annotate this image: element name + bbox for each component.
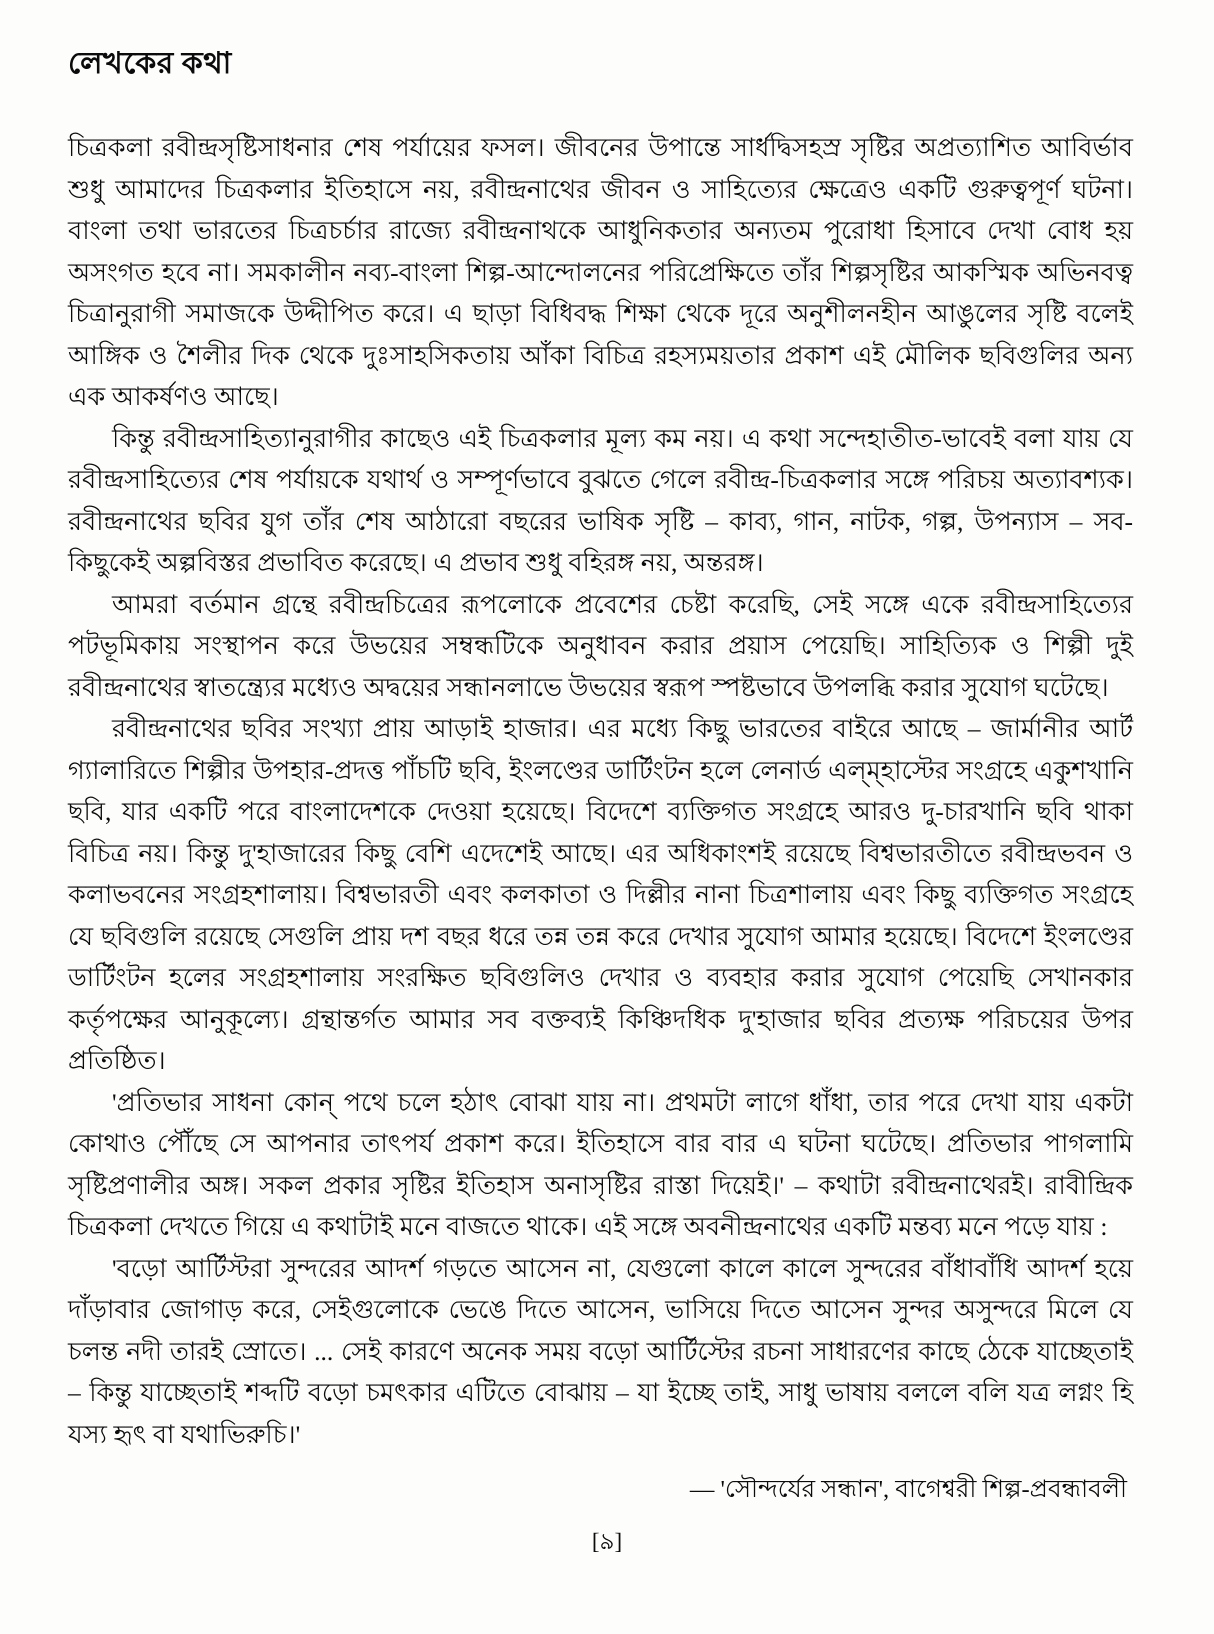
page-content: [68, 44, 1133, 1509]
paragraph-3: আমরা বর্তমান গ্রন্থে রবীন্দ্রচিত্রের রূপলোকে প্রবেশের চেষ্টা করেছি, সেই সঙ্গে একে রবীন্দ্রসাহিত্যের পটভূমিকায় সংস্থাপন করে উভয়ের সম্বন্ধটিকে অনুধাবন করার প্রয়াস পেয়েছি। সাহিত্যিক ও শিল্পী দুই রবীন্দ্রনাথের স্বাতন্ত্র্যের মধ্যেও অদ্বয়ের সন্ধানলাভে উভয়ের স্বরূপ স্পষ্টভাবে উপলব্ধি করার সুযোগ ঘটেছে।: [68, 589, 1133, 702]
paragraph-2: কিন্তু রবীন্দ্রসাহিত্যানুরাগীর কাছেও এই চিত্রকলার মূল্য কম নয়। এ কথা সন্দেহাতীত-ভাবেই বলা যায় যে রবীন্দ্রসাহিত্যের শেষ পর্যায়কে যথার্থ ও সম্পূর্ণভাবে বুঝতে গেলে রবীন্দ্র-চিত্রকলার সঙ্গে পরিচয় অত্যাবশ্যক। রবীন্দ্রনাথের ছবির যুগ তাঁর শেষ আঠারো বছরের ভাষিক সৃষ্টি – কাব্য, গান, নাটক, গল্প, উপন্যাস – সব-কিছুকেই অল্পবিস্তর প্রভাবিত করেছে। এ প্রভাব শুধু বহিরঙ্গ নয়, অন্তরঙ্গ।: [68, 423, 1133, 577]
paragraph-1: চিত্রকলা রবীন্দ্রসৃষ্টিসাধনার শেষ পর্যায়ের ফসল। জীবনের উপান্তে সার্ধদ্বিসহস্র সৃষ্টির অপ্রত্যাশিত আবির্ভাব শুধু আমাদের চিত্রকলার ইতিহাসে নয়, রবীন্দ্রনাথের জীবন ও সাহিত্যের ক্ষেত্রেও একটি গুরুত্বপূর্ণ ঘটনা। বাংলা তথা ভারতের চিত্রচর্চার রাজ্যে রবীন্দ্রনাথকে আধুনিকতার অন্যতম পুরোধা হিসাবে দেখা বোধ হয় অসংগত হবে না। সমকালীন নব্য-বাংলা শিল্প-আন্দোলনের পরিপ্রেক্ষিতে তাঁর শিল্পসৃষ্টির আকস্মিক অভিনবত্ব চিত্রানুরাগী সমাজকে উদ্দীপিত করে। এ ছাড়া বিধিবদ্ধ শিক্ষা থেকে দূরে অনুশীলনহীন আঙুলের সৃষ্টি বলেই আঙ্গিক ও শৈলীর দিক থেকে দুঃসাহসিকতায় আঁকা বিচিত্র রহস্যময়তার প্রকাশ এই মৌলিক ছবিগুলির অন্য এক আকর্ষণও আছে।: [68, 133, 1133, 411]
page-number: [৯]: [591, 1529, 623, 1554]
paragraph-4: রবীন্দ্রনাথের ছবির সংখ্যা প্রায় আড়াই হাজার। এর মধ্যে কিছু ভারতের বাইরে আছে – জার্মানীর আর্ট গ্যালারিতে শিল্পীর উপহার-প্রদত্ত পাঁচটি ছবি, ইংলণ্ডের ডার্টিংটন হলে লেনার্ড এল্‌ম্‌হাস্টের সংগ্রহে একুশখানি ছবি, যার একটি পরে বাংলাদেশকে দেওয়া হয়েছে। বিদেশে ব্যক্তিগত সংগ্রহে আরও দু-চারখানি ছবি থাকা বিচিত্র নয়। কিন্তু দু'হাজারের কিছু বেশি এদেশেই আছে। এর অধিকাংশই রয়েছে বিশ্বভারতীতে রবীন্দ্রভবন ও কলাভবনের সংগ্রহশালায়। বিশ্বভারতী এবং কলকাতা ও দিল্লীর নানা চিত্রশালায় এবং কিছু ব্যক্তিগত সংগ্রহে যে ছবিগুলি রয়েছে সেগুলি প্রায় দশ বছর ধরে তন্ন তন্ন করে দেখার সুযোগ আমার হয়েছে। বিদেশে ইংলণ্ডের ডার্টিংটন হলের সংগ্রহশালায় সংরক্ষিত ছবিগুলিও দেখার ও ব্যবহার করার সুযোগ পেয়েছি সেখানকার কর্তৃপক্ষের আনুকূল্যে। গ্রন্থান্তর্গত আমার সব বক্তব্যই কিঞ্চিদধিক দু'হাজার ছবির প্রত্যক্ষ পরিচয়ের উপর প্রতিষ্ঠিত।: [68, 714, 1133, 1075]
paragraph-6-quote: 'বড়ো আর্টিস্টরা সুন্দরের আদর্শ গড়তে আসেন না, যেগুলো কালে কালে সুন্দরের বাঁধাবাঁধি আদর্শ হয়ে দাঁড়াবার জোগাড় করে, সেইগুলোকে ভেঙে দিতে আসেন, ভাসিয়ে দিতে আসেন সুন্দর অসুন্দরে মিলে যে চলন্ত নদী তারই স্রোতে। ... সেই কারণে অনেক সময় বড়ো আর্টিস্টের রচনা সাধারণের কাছে ঠেকে যাচ্ছেতাই – কিন্তু যাচ্ছেতাই শব্দটি বড়ো চমৎকার এটিতে বোঝায় – যা ইচ্ছে তাই, সাধু ভাষায় বললে বলি যত্র লগ্নং হি যস্য হৃৎ বা যথাভিরুচি।': [68, 1253, 1133, 1449]
quote-attribution: — 'সৌন্দর্যের সন্ধান', বাগেশ্বরী শিল্প-প্রবন্ধাবলী: [689, 1476, 1127, 1503]
paragraph-5-quote: 'প্রতিভার সাধনা কোন্ পথে চলে হঠাৎ বোঝা যায় না। প্রথমটা লাগে ধাঁধা, তার পরে দেখা যায় একটা কোথাও পৌঁছে সে আপনার তাৎপর্য প্রকাশ করে। ইতিহাসে বার বার এ ঘটনা ঘটেছে। প্রতিভার পাগলামি সৃষ্টিপ্রণালীর অঙ্গ। সকল প্রকার সৃষ্টির ইতিহাস অনাসৃষ্টির রাস্তা দিয়েই।' – কথাটা রবীন্দ্রনাথেরই। রাবীন্দ্রিক চিত্রকলা দেখতে গিয়ে এ কথাটাই মনে বাজতে থাকে। এই সঙ্গে অবনীন্দ্রনাথের একটি মন্তব্য মনে পড়ে যায় :: [68, 1087, 1133, 1241]
body-text-block: [68, 127, 1133, 1455]
page-title: লেখকের কথা: [68, 47, 232, 80]
